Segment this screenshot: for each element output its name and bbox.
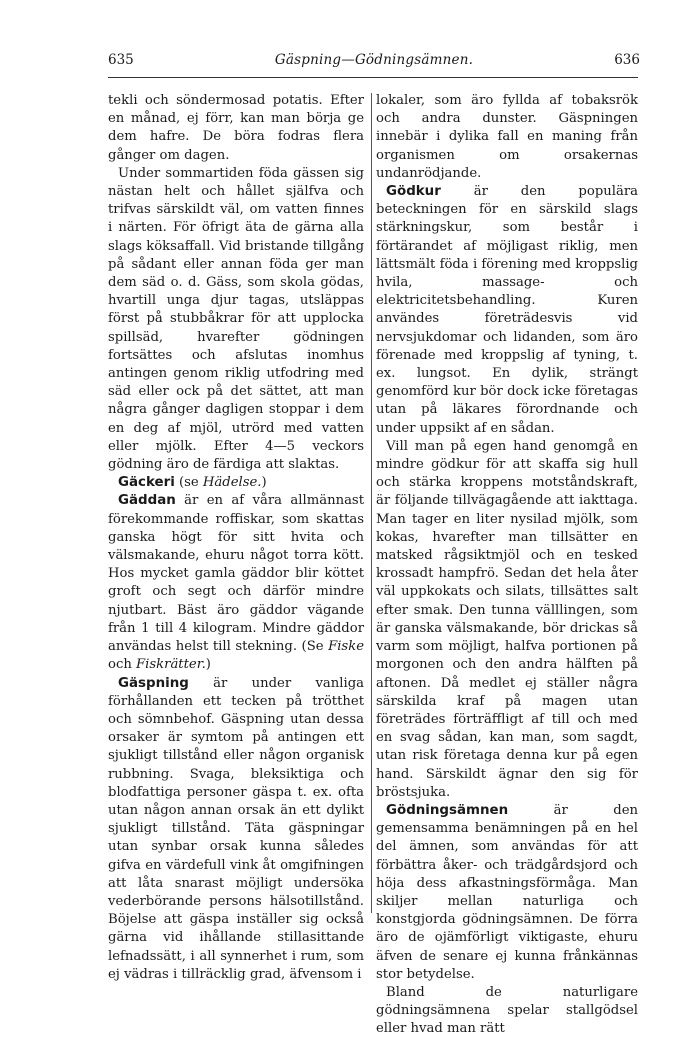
header-rule	[108, 77, 638, 78]
entry-headword: Gödningsämnen	[386, 802, 509, 818]
entry-headword: Gäspning	[118, 675, 189, 691]
paragraph: Vill man på egen hand genomgå en mindre gödkur för att skaffa sig hull och stärka kroppens motståndskraft, är följande tillvägagående att iakttaga. Man tager en liter nysilad mjölk, som kokas, hvarefter man tillsätter en matsked rågsiktmjöl och en tesked krossadt hampfrö. Sedan det hela åter väl uppkokats och silats, tillsättes salt efter smak. Den tunna välllingen, som är ganska välsmakande, bör drickas så varm som möjligt, halfva portionen på morgonen och den andra hälften på aftonen. Då medlet ej ställer några särskilda kraf på magen utan företrädes förträffligt af till och med en svag sådan, kan man, som sagdt, utan risk företaga denna kur på egen hand. Särskildt ägnar den sig för bröstsjuka.	[376, 438, 638, 800]
entry-headword: Gäddan	[118, 493, 176, 509]
entry-gaspning: Gäspning är under vanliga förhållanden ett tecken på trötthet och sömnbehof. Gäspning utan dessa orsaker är symtom på antingen ett sjukligt tillstånd eller någon organisk rubbning. Svaga, bleksiktiga och blodfattiga personer gäspa t. ex. ofta utan någon annan orsak än ett dylikt sjukligt tillstånd. Täta gäspningar utan synbar orsak kunna således gifva en värdefull vink åt omgifningen att låta snarast möjligt undersöka vederbörande persons hälsotillstånd. Böjelse att gäspa inställer sig också gärna vid ihållande stillasittande lefnadssätt, i all synnerhet i rum, som ej vädras i tillräcklig grad, äfvensom i	[108, 675, 364, 982]
right-column	[376, 92, 638, 1039]
column-divider	[371, 93, 372, 913]
paragraph: tekli och söndermosad potatis. Efter en månad, ej förr, kan man börja ge dem hafre. De böra fodras flera gånger om dagen.	[108, 93, 364, 163]
left-column	[108, 92, 364, 984]
running-title: Gäspning—Gödningsämnen.	[274, 52, 474, 68]
entry-godkur: Gödkur är den populära beteckningen för en särskild slags stärkningskur, som består i förtärandet af möjligast riklig, men lättsmält föda i förening med kroppslig hvila, massage- och elektricitetsbehandling. Kuren användes företrädesvis vid nervsjukdomar och lidanden, som äro förenade med kroppslig af tyning, t. ex. lungsot. En dylik, strängt genomförd kur bör dock icke företagas utan på läkares förordnande och under uppsikt af en sådan.	[376, 184, 638, 436]
page-number-left: 635	[108, 52, 134, 68]
entry-headword: Gödkur	[386, 184, 441, 200]
entry-gaddan: Gäddan är en af våra allmännast förekommande roffiskar, som skattas ganska högt för sitt hvita och välsmakande, ehuru något torra kött. Hos mycket gamla gäddor blir köttet groft och segt och därför mindre njutbart. Bäst äro gäddor vägande från 1 till 4 kilogram. Mindre gäddor användas helst till stekning. (Se Fiske och Fiskrätter.)	[108, 493, 364, 673]
cross-reference: Hädelse.	[202, 475, 262, 491]
running-header	[108, 52, 640, 74]
entry-gackeri: Gäckeri (se Hädelse.)	[118, 475, 267, 491]
cross-reference: Fiskrätter.	[136, 657, 206, 673]
page-number-right: 636	[614, 52, 640, 68]
entry-godningsamnen: Gödningsämnen är den gemensamma benämningen på en hel del ämnen, som användas för att förbättra åker- och trädgårdsjord och höja dess afkastningsförmåga. Man skiljer mellan naturliga och konstgjorda gödningsämnen. De förra äro de ojämförligt viktigaste, ehuru äfven de senare ej kunna frånkännas stor betydelse.	[376, 802, 638, 982]
paragraph: Under sommartiden föda gässen sig nästan helt och hållet själfva och trifvas särskildt väl, om vatten finnes i närten. För öfrigt äta de gärna alla slags köksaffall. Vid bristande tillgång på sådant eller annan föda ger man dem säd o. d. Gäss, som skola gödas, hvartill unga djur tagas, utsläppas först på stubbåkrar för att upplocka spillsäd, hvarefter gödningen fortsättes och afslutas inomhus antingen genom riklig utfodring med säd eller ock på det sättet, att man några gånger dagligen stoppar i dem en deg af mjöl, utrörd med vatten eller mjölk. Efter 4—5 veckors gödning äro de färdiga att slaktas.	[108, 165, 365, 473]
entry-headword: Gäckeri	[118, 475, 175, 491]
cross-reference: Fiske	[328, 639, 364, 655]
paragraph: lokaler, som äro fyllda af tobaksrök och andra dunster. Gäspningen innebär i dylika fall en maning från organismen om orsakernas undanrödjande.	[376, 93, 638, 181]
paragraph: Bland de naturligare gödningsämnena spelar stallgödsel eller hvad man rätt	[376, 984, 638, 1037]
